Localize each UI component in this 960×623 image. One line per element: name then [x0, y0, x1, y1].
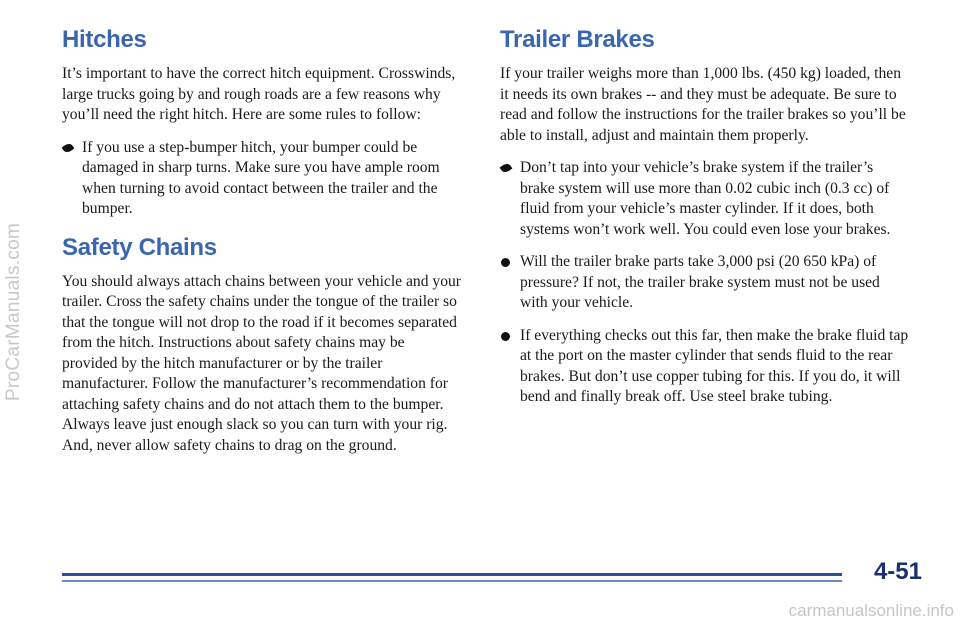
- list-item: [500, 158, 910, 240]
- hitches-bullet-text: If you use a step-bumper hitch, your bumper could be damaged in sharp turns. Make sure you have ample room when turning to avoid contact between the trailer and the bumper.: [82, 138, 440, 217]
- page-number: 4-51: [873, 558, 922, 585]
- footer-watermark: carmanualsonline.info: [788, 601, 954, 620]
- list-item: [62, 138, 462, 220]
- right-column: [500, 26, 910, 420]
- footer-rule: [62, 573, 842, 576]
- list-item: [500, 326, 910, 408]
- footer-rule-thin: [62, 580, 842, 582]
- brakes-bullet-text: Don’t tap into your vehicle’s brake system if the trailer’s brake system will use more than 0.02 cubic inch (0.3 cc) of fluid from your vehicle’s master cylinder. If it does, both systems won’t work well. You could even lose your brakes.: [520, 159, 891, 238]
- list-item: [500, 252, 910, 314]
- left-column: [62, 26, 462, 456]
- bullet-icon: [500, 162, 513, 174]
- brakes-bullet-text: If everything checks out this far, then make the brake fluid tap at the port on the master cylinder that sends fluid to the rear brakes. But don’t use copper tubing for this. If you do, it will bend and finally break off. Use steel brake tubing.: [520, 326, 909, 405]
- hitches-bullet-list: [62, 138, 462, 220]
- safety-chains-heading: Safety Chains: [62, 233, 217, 261]
- trailer-brakes-intro: If your trailer weighs more than 1,000 lbs. (450 kg) loaded, then it needs its own brakes -- and they must be adequate. Be sure to read and follow the instructions for the trailer brakes so you’ll be able to install, adjust and maintain them properly.: [500, 65, 906, 144]
- bullet-icon: [501, 258, 510, 267]
- hitches-intro: It’s important to have the correct hitch equipment. Crosswinds, large trucks going by and rough roads are a few reasons why you’ll need the right hitch. Here are some rules to follow:: [62, 65, 456, 123]
- side-watermark-text: ProCarManuals.com: [3, 222, 24, 401]
- side-watermark: [2, 0, 26, 623]
- trailer-brakes-heading: Trailer Brakes: [500, 26, 655, 53]
- bullet-icon: [501, 332, 510, 341]
- hitches-heading: Hitches: [62, 26, 147, 53]
- brakes-bullet-text: Will the trailer brake parts take 3,000 psi (20 650 kPa) of pressure? If not, the trailer brake system must not be used with your vehicle.: [520, 253, 880, 311]
- bullet-icon: [62, 141, 75, 153]
- trailer-brakes-bullet-list: [500, 158, 910, 408]
- safety-chains-text: You should always attach chains between your vehicle and your trailer. Cross the safety chains under the tongue of the trailer so that the tongue will not drop to the road if it becomes separated from the hitch. Instructions about safety chains may be provided by the hitch manufacturer or by the trailer manufacturer. Follow the manufacturer’s recommendation for attaching safety chains and do not attach them to the bumper. Always leave just enough slack so you can turn with your rig. And, never allow safety chains to drag on the ground.: [62, 272, 461, 454]
